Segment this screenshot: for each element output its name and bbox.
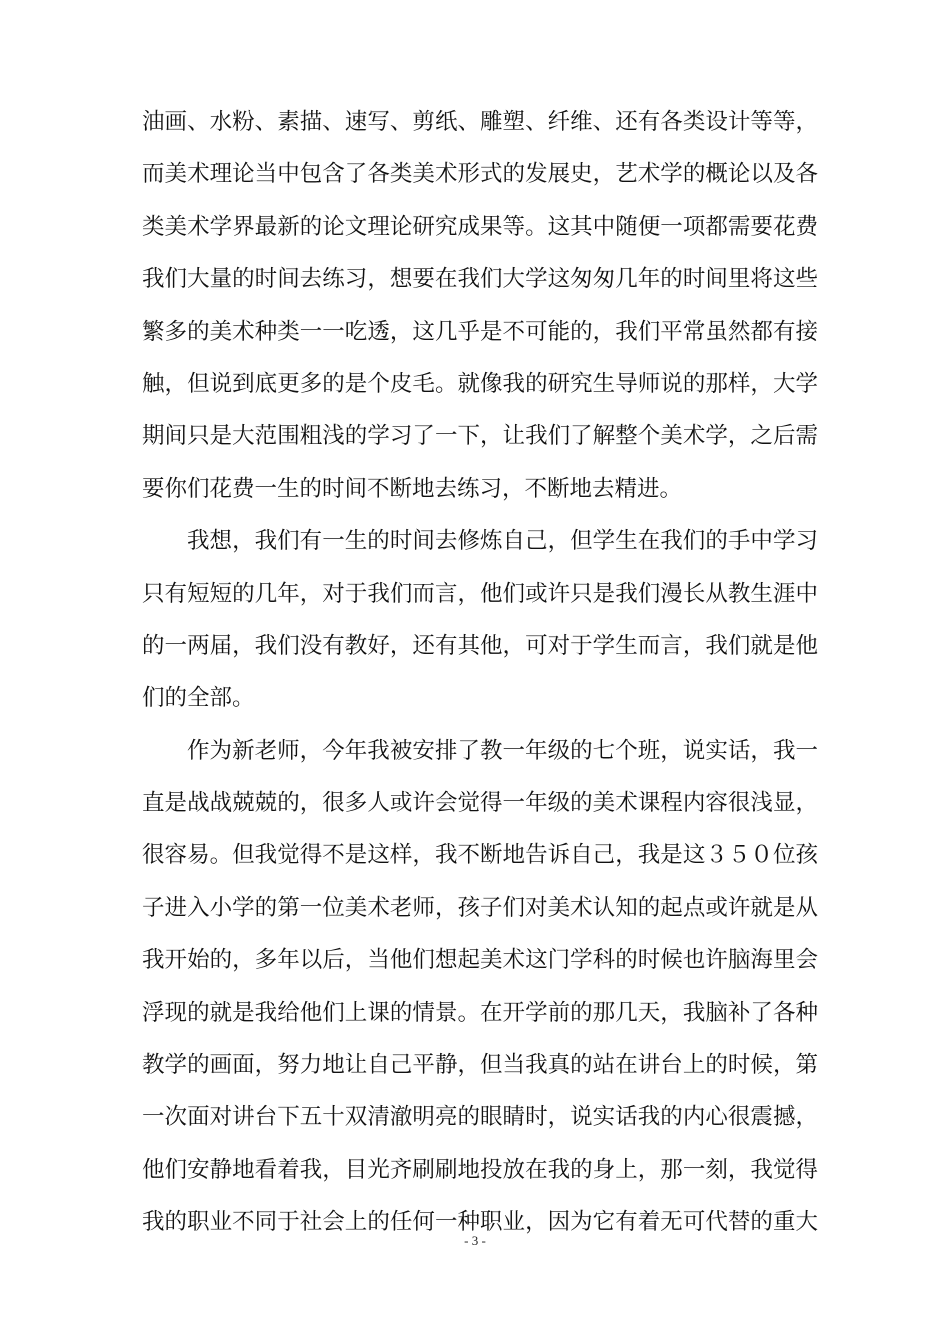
text-line: 很容易。但我觉得不是这样，我不断地告诉自己，我是这３５０位孩 xyxy=(142,842,818,869)
text-line: 我想，我们有一生的时间去修炼自己，但学生在我们的手中学习 xyxy=(187,528,818,555)
text-line: 我的职业不同于社会上的任何一种职业，因为它有着无可代替的重大 xyxy=(142,1209,818,1236)
text-line: 他们安静地看着我，目光齐刷刷地投放在我的身上，那一刻，我觉得 xyxy=(142,1156,818,1183)
text-line: 期间只是大范围粗浅的学习了一下，让我们了解整个美术学，之后需 xyxy=(142,423,818,450)
text-line: 要你们花费一生的时间不断地去练习，不断地去精进。 xyxy=(142,475,683,502)
text-line: 我开始的，多年以后，当他们想起美术这门学科的时候也许脑海里会 xyxy=(142,947,818,974)
text-line: 的一两届，我们没有教好，还有其他，可对于学生而言，我们就是他 xyxy=(142,632,818,659)
text-line: 浮现的就是我给他们上课的情景。在开学前的那几天，我脑补了各种 xyxy=(142,999,818,1026)
text-line: 只有短短的几年，对于我们而言，他们或许只是我们漫长从教生涯中 xyxy=(142,580,818,607)
text-line: 油画、水粉、素描、速写、剪纸、雕塑、纤维、还有各类设计等等， xyxy=(142,109,818,135)
text-line: 一次面对讲台下五十双清澈明亮的眼睛时，说实话我的内心很震撼， xyxy=(142,1104,818,1131)
text-line: 触，但说到底更多的是个皮毛。就像我的研究生导师说的那样，大学 xyxy=(142,370,818,397)
paragraph xyxy=(142,96,818,515)
text-line: 类美术学界最新的论文理论研究成果等。这其中随便一项都需要花费 xyxy=(142,213,818,240)
text-line: 子进入小学的第一位美术老师，孩子们对美术认知的起点或许就是从 xyxy=(142,894,818,921)
text-line: 繁多的美术种类一一吃透，这几乎是不可能的，我们平常虽然都有接 xyxy=(142,318,818,345)
paragraph xyxy=(142,515,818,725)
text-line: 们的全部。 xyxy=(142,685,255,712)
text-line: 作为新老师，今年我被安排了教一年级的七个班，说实话，我一 xyxy=(187,737,818,764)
text-line: 而美术理论当中包含了各类美术形式的发展史，艺术学的概论以及各 xyxy=(142,161,818,188)
paragraph xyxy=(142,725,818,1249)
text-line: 我们大量的时间去练习，想要在我们大学这匆匆几年的时间里将这些 xyxy=(142,266,818,293)
text-line: 直是战战兢兢的，很多人或许会觉得一年级的美术课程内容很浅显， xyxy=(142,790,818,817)
document-body xyxy=(142,96,818,1249)
text-line: 教学的画面，努力地让自己平静，但当我真的站在讲台上的时候，第 xyxy=(142,1052,818,1079)
page-number: - 3 - xyxy=(464,1233,486,1248)
